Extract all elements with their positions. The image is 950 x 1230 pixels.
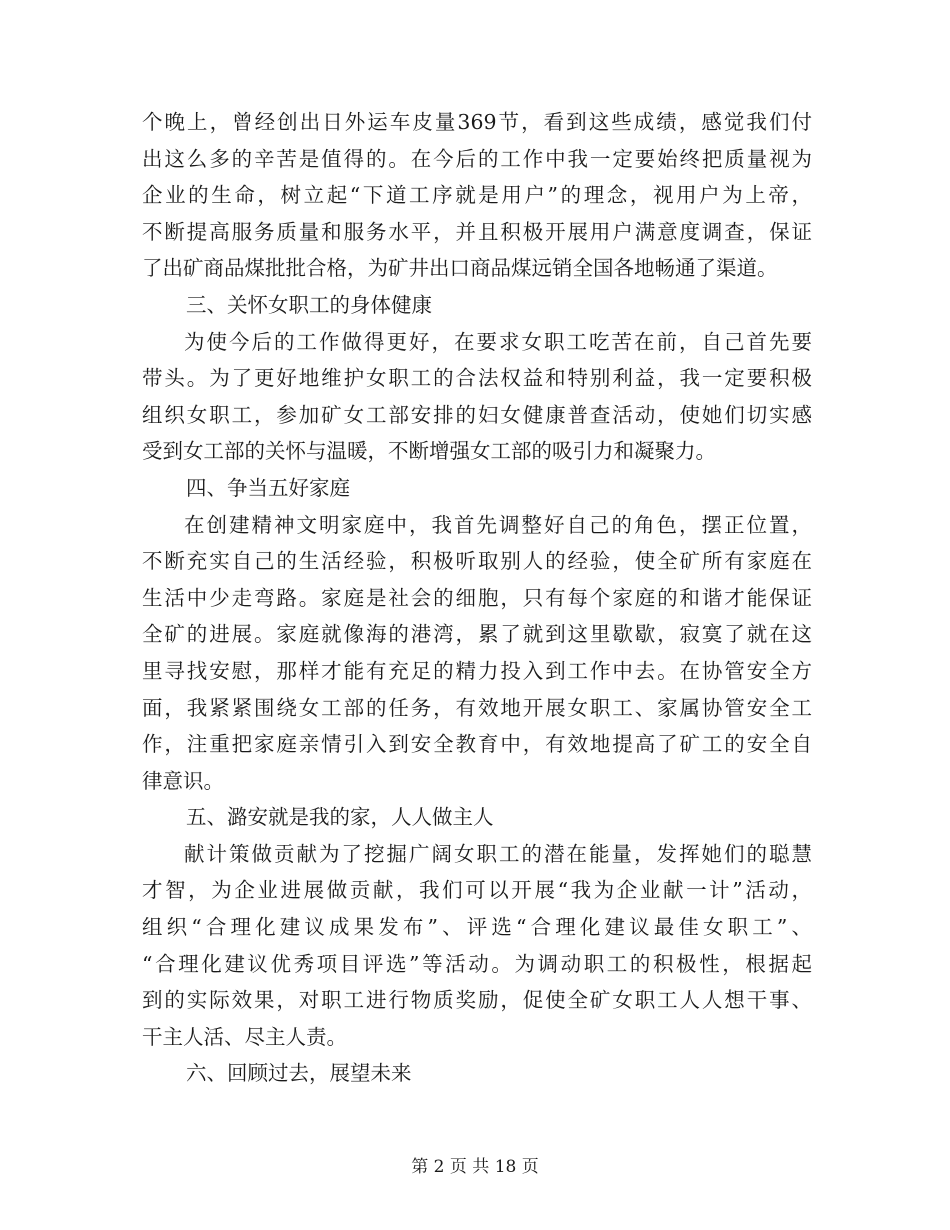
text-line: 面，我紧紧围绕女工部的任务，有效地开展女职工、家属协管安全工 <box>142 695 812 720</box>
body-paragraph <box>142 104 812 287</box>
text-line: 到的实际效果，对职工进行物质奖励，促使全矿女职工人人想干事、 <box>142 988 812 1013</box>
text-line: 不断充实自己的生活经验，积极听取别人的经验，使全矿所有家庭在 <box>142 549 812 574</box>
text-line: 受到女工部的关怀与温暖，不断增强女工部的吸引力和凝聚力。 <box>142 439 716 464</box>
text-line: 出这么多的辛苦是值得的。在今后的工作中我一定要始终把质量视为 <box>142 146 812 171</box>
body-paragraph <box>142 324 812 470</box>
document-page <box>142 104 812 1092</box>
body-paragraph <box>142 836 812 1056</box>
text-line: 个晚上，曾经创出日外运车皮量369节，看到这些成绩，感觉我们付 <box>142 110 812 134</box>
text-line: 组织女职工，参加矿女工部安排的妇女健康普查活动，使她们切实感 <box>142 402 812 427</box>
section-heading: 五、潞安就是我的家，人人做主人 <box>186 805 494 830</box>
body-paragraph <box>142 507 812 800</box>
text-line: 不断提高服务质量和服务水平，并且积极开展用户满意度调查，保证 <box>142 219 812 244</box>
text-line: 律意识。 <box>142 768 224 793</box>
document-body <box>142 104 812 1092</box>
page-footer: 第 2 页 共 18 页 <box>411 1157 539 1177</box>
text-line: 献计策做贡献为了挖掘广阔女职工的潜在能量，发挥她们的聪慧 <box>184 841 812 866</box>
text-line: 全矿的进展。家庭就像海的港湾，累了就到这里歇歇，寂寞了就在这 <box>142 622 812 647</box>
section-heading: 四、争当五好家庭 <box>186 475 350 500</box>
text-line: 为使今后的工作做得更好，在要求女职工吃苦在前，自己首先要 <box>184 329 812 354</box>
text-line: 了出矿商品煤批批合格，为矿井出口商品煤远销全国各地畅通了渠道。 <box>142 256 778 281</box>
text-line: 带头。为了更好地维护女职工的合法权益和特别利益，我一定要积极 <box>142 366 812 391</box>
text-line: 里寻找安慰，那样才能有充足的精力投入到工作中去。在协管安全方 <box>142 658 812 683</box>
text-line: 干主人活、尽主人责。 <box>142 1024 347 1049</box>
text-line: “合理化建议优秀项目评选”等活动。为调动职工的积极性，根据起 <box>142 951 812 976</box>
text-line: 作，注重把家庭亲情引入到安全教育中，有效地提高了矿工的安全自 <box>142 732 812 757</box>
section-heading: 六、回顾过去，展望未来 <box>186 1061 412 1086</box>
text-line: 在创建精神文明家庭中，我首先调整好自己的角色，摆正位置， <box>184 512 812 537</box>
text-line: 组织“合理化建议成果发布”、评选“合理化建议最佳女职工”、 <box>142 915 812 940</box>
text-line: 生活中少走弯路。家庭是社会的细胞，只有每个家庭的和谐才能保证 <box>142 585 812 610</box>
text-line: 才智，为企业进展做贡献，我们可以开展“我为企业献一计”活动， <box>142 878 812 903</box>
text-line: 企业的生命，树立起“下道工序就是用户”的理念，视用户为上帝， <box>142 183 812 208</box>
section-heading: 三、关怀女职工的身体健康 <box>186 292 432 317</box>
